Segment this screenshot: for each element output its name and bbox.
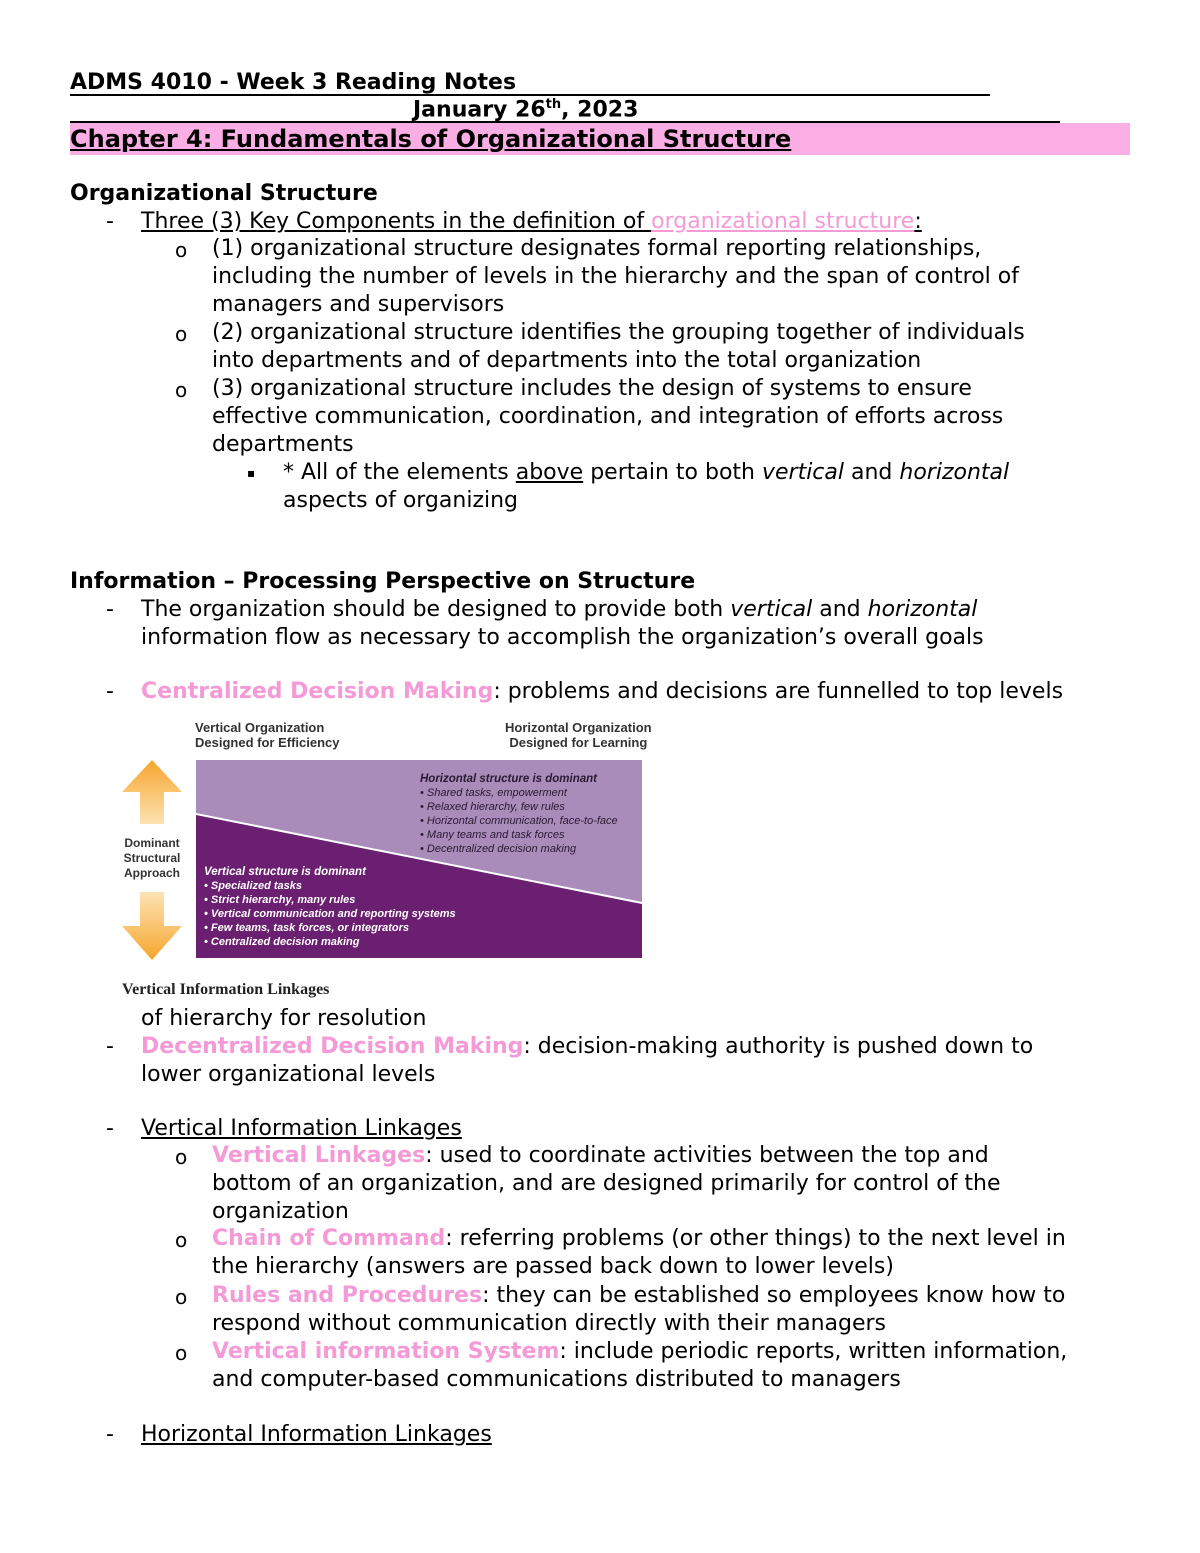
horizontal-item: • Decentralized decision making — [420, 843, 577, 855]
vertical-information-linkages-heading: Vertical Information Linkages — [141, 1116, 462, 1141]
component-2-line-1: (2) organizational structure identifies the grouping together of individuals — [212, 320, 1025, 345]
centralized-decision-making-continued: of hierarchy for resolution — [141, 1006, 427, 1031]
dash-bullet: - — [106, 209, 114, 234]
horizontal-item: • Shared tasks, empowerment — [420, 787, 567, 799]
title-underline — [70, 94, 990, 96]
figure-caption: Vertical Information Linkages — [122, 981, 330, 998]
vertical-item: • Specialized tasks — [204, 880, 303, 892]
elements-note-line-1: * All of the elements above pertain to both vertical and horizontal — [283, 460, 1010, 485]
vertical-item: • Vertical communication and reporting systems — [204, 908, 456, 920]
vertical-linkages-line-1: Vertical Linkages: used to coordinate activities between the top and — [212, 1143, 989, 1168]
horizontal-structure-list — [420, 772, 618, 856]
dash-bullet: - — [106, 1034, 114, 1059]
arrow-down-shape — [122, 892, 182, 960]
vertical-organization-title: Vertical Organization Designed for Efficiency — [195, 720, 340, 750]
doc-title: ADMS 4010 - Week 3 Reading Notes — [70, 70, 517, 95]
decentralized-decision-making: Decentralized Decision Making: decision-making authority is pushed down to — [141, 1034, 1034, 1059]
horizontal-item: • Relaxed hierarchy, few rules — [420, 801, 565, 813]
horizontal-item: • Horizontal communication, face-to-face — [420, 815, 618, 827]
vertical-linkages-line-3: organization — [212, 1199, 349, 1224]
dominant-structural-approach-label: Dominant Structural Approach — [123, 836, 181, 880]
vertical-information-system-line-1: Vertical information System: include periodic reports, written information, — [212, 1339, 1068, 1364]
chapter-heading: Chapter 4: Fundamentals of Organizational Structure — [70, 125, 792, 153]
rules-and-procedures-line-2: respond without communication directly with their managers — [212, 1311, 886, 1336]
horizontal-organization-title: Horizontal Organization Designed for Learning — [505, 720, 652, 750]
circle-bullet: o — [175, 378, 188, 402]
circle-bullet: o — [175, 1341, 188, 1365]
component-2-line-2: into departments and of departments into the total organization — [212, 348, 922, 373]
horizontal-item: • Many teams and task forces — [420, 829, 565, 841]
elements-note-line-2: aspects of organizing — [283, 488, 519, 513]
chain-of-command-line-1: Chain of Command: referring problems (or other things) to the next level in — [212, 1226, 1066, 1251]
arrow-up-shape — [122, 760, 182, 824]
rules-and-procedures-line-1: Rules and Procedures: they can be established so employees know how to — [212, 1283, 1066, 1308]
info-flow-line-2: information flow as necessary to accomplish the organization’s overall goals — [141, 625, 984, 650]
circle-bullet: o — [175, 1228, 188, 1252]
dash-bullet: - — [106, 1116, 114, 1141]
dash-bullet: - — [106, 679, 114, 704]
structure-figure — [112, 714, 652, 1004]
centralized-decision-making: Centralized Decision Making: problems and decisions are funnelled to top levels — [141, 679, 1064, 704]
doc-date: January 26th, 2023 — [413, 97, 639, 123]
dash-bullet: - — [106, 597, 114, 622]
circle-bullet: o — [175, 1285, 188, 1309]
vertical-structure-list — [204, 865, 456, 949]
vertical-item: • Few teams, task forces, or integrators — [204, 922, 409, 934]
info-flow-line-1: The organization should be designed to provide both vertical and horizontal — [141, 597, 978, 622]
component-1-line-2: including the number of levels in the hierarchy and the span of control of — [212, 264, 1019, 289]
component-3-line-2: effective communication, coordination, and integration of efforts across — [212, 404, 1004, 429]
circle-bullet: o — [175, 1145, 188, 1169]
chain-of-command-line-2: the hierarchy (answers are passed back down to lower levels) — [212, 1254, 894, 1279]
vertical-item: • Strict hierarchy, many rules — [204, 894, 356, 906]
square-bullet: ▪ — [247, 466, 256, 480]
component-3-line-1: (3) organizational structure includes the design of systems to ensure — [212, 376, 972, 401]
horizontal-structure-heading: Horizontal structure is dominant — [420, 773, 597, 785]
circle-bullet: o — [175, 238, 188, 262]
component-1-line-3: managers and supervisors — [212, 292, 505, 317]
component-3-line-3: departments — [212, 432, 354, 457]
component-1-line-1: (1) organizational structure designates formal reporting relationships, — [212, 236, 982, 261]
components-intro: Three (3) Key Components in the definition of organizational structure: — [141, 209, 922, 234]
decentralized-decision-making-line-2: lower organizational levels — [141, 1062, 436, 1087]
dash-bullet: - — [106, 1422, 114, 1447]
vertical-item: • Centralized decision making — [204, 936, 360, 948]
circle-bullet: o — [175, 322, 188, 346]
horizontal-information-linkages-heading: Horizontal Information Linkages — [141, 1422, 492, 1447]
section-heading-organizational-structure: Organizational Structure — [70, 181, 378, 206]
vertical-information-system-line-2: and computer-based communications distributed to managers — [212, 1367, 901, 1392]
vertical-structure-heading: Vertical structure is dominant — [204, 866, 366, 878]
vertical-linkages-line-2: bottom of an organization, and are designed primarily for control of the — [212, 1171, 1001, 1196]
section-heading-information-processing: Information – Processing Perspective on Structure — [70, 569, 696, 594]
